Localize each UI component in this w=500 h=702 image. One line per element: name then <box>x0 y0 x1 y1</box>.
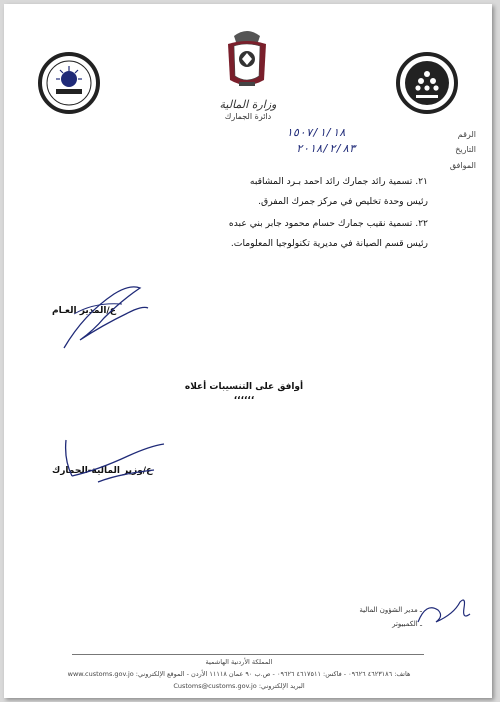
body-line-4: رئيس قسم الصيانة في مديرية تكنولوجيا المعلومات. <box>230 238 428 249</box>
approval-statement: أوافق على التنسيبات أعلاه ،،،،،، <box>184 382 304 402</box>
royal-crest-icon <box>220 26 274 92</box>
ref-value: ١٥٠٧/١/١٨ <box>286 126 346 139</box>
document-page <box>4 4 492 698</box>
initials-handwritten-signature <box>414 592 474 632</box>
excellence-seal-right <box>396 52 458 114</box>
excellence-seal-left <box>38 52 100 114</box>
body-line-3: ٢٢. تسمية نقيب جمارك حسام محمود جابر بني عبده <box>228 218 428 229</box>
cc-line-1: ـ مدير الشؤون المالية <box>359 606 422 614</box>
date-label: التاريخ <box>455 145 476 154</box>
cc-line-2: ـ الكمبيوتر <box>392 620 422 628</box>
footer-country: المملكة الأردنية الهاشمية <box>205 658 273 666</box>
ref-label: الرقم <box>457 130 476 139</box>
body-line-2: رئيس وحدة تخليص في مركز جمرك المفرق. <box>258 196 428 207</box>
body-line-1: ٢١. تسمية رائد جمارك رائد احمد بـرد المشاقبه <box>249 176 428 187</box>
subject-label: الموافق <box>449 161 476 170</box>
footer-email: البريد الإلكتروني: Customs@customs.gov.jo <box>173 682 305 690</box>
date-value: ٢٠١٨/٢/٨٣ <box>296 142 356 155</box>
minister-handwritten-signature <box>58 434 168 504</box>
minister-signature-title: ع/وزير المالية-الجمارك <box>52 466 153 476</box>
footer-divider <box>72 654 424 655</box>
department-title: دائرة الجمارك <box>224 112 272 121</box>
director-handwritten-signature <box>44 274 154 354</box>
footer-contact: هاتف: ٤٦٢٣١٨٦ ٠٩٦٢٦ - فاكس: ٤٦١٧٥١١ ٠٩٦٢٦ - ص.ب ٩٠ عمان ١١١١٨ الأردن - الموقع الإلكتروني: www.customs.gov.jo <box>67 670 411 678</box>
director-signature-title: ع/المدير العـام <box>52 306 116 316</box>
ministry-title: وزارة المالية <box>219 98 277 111</box>
